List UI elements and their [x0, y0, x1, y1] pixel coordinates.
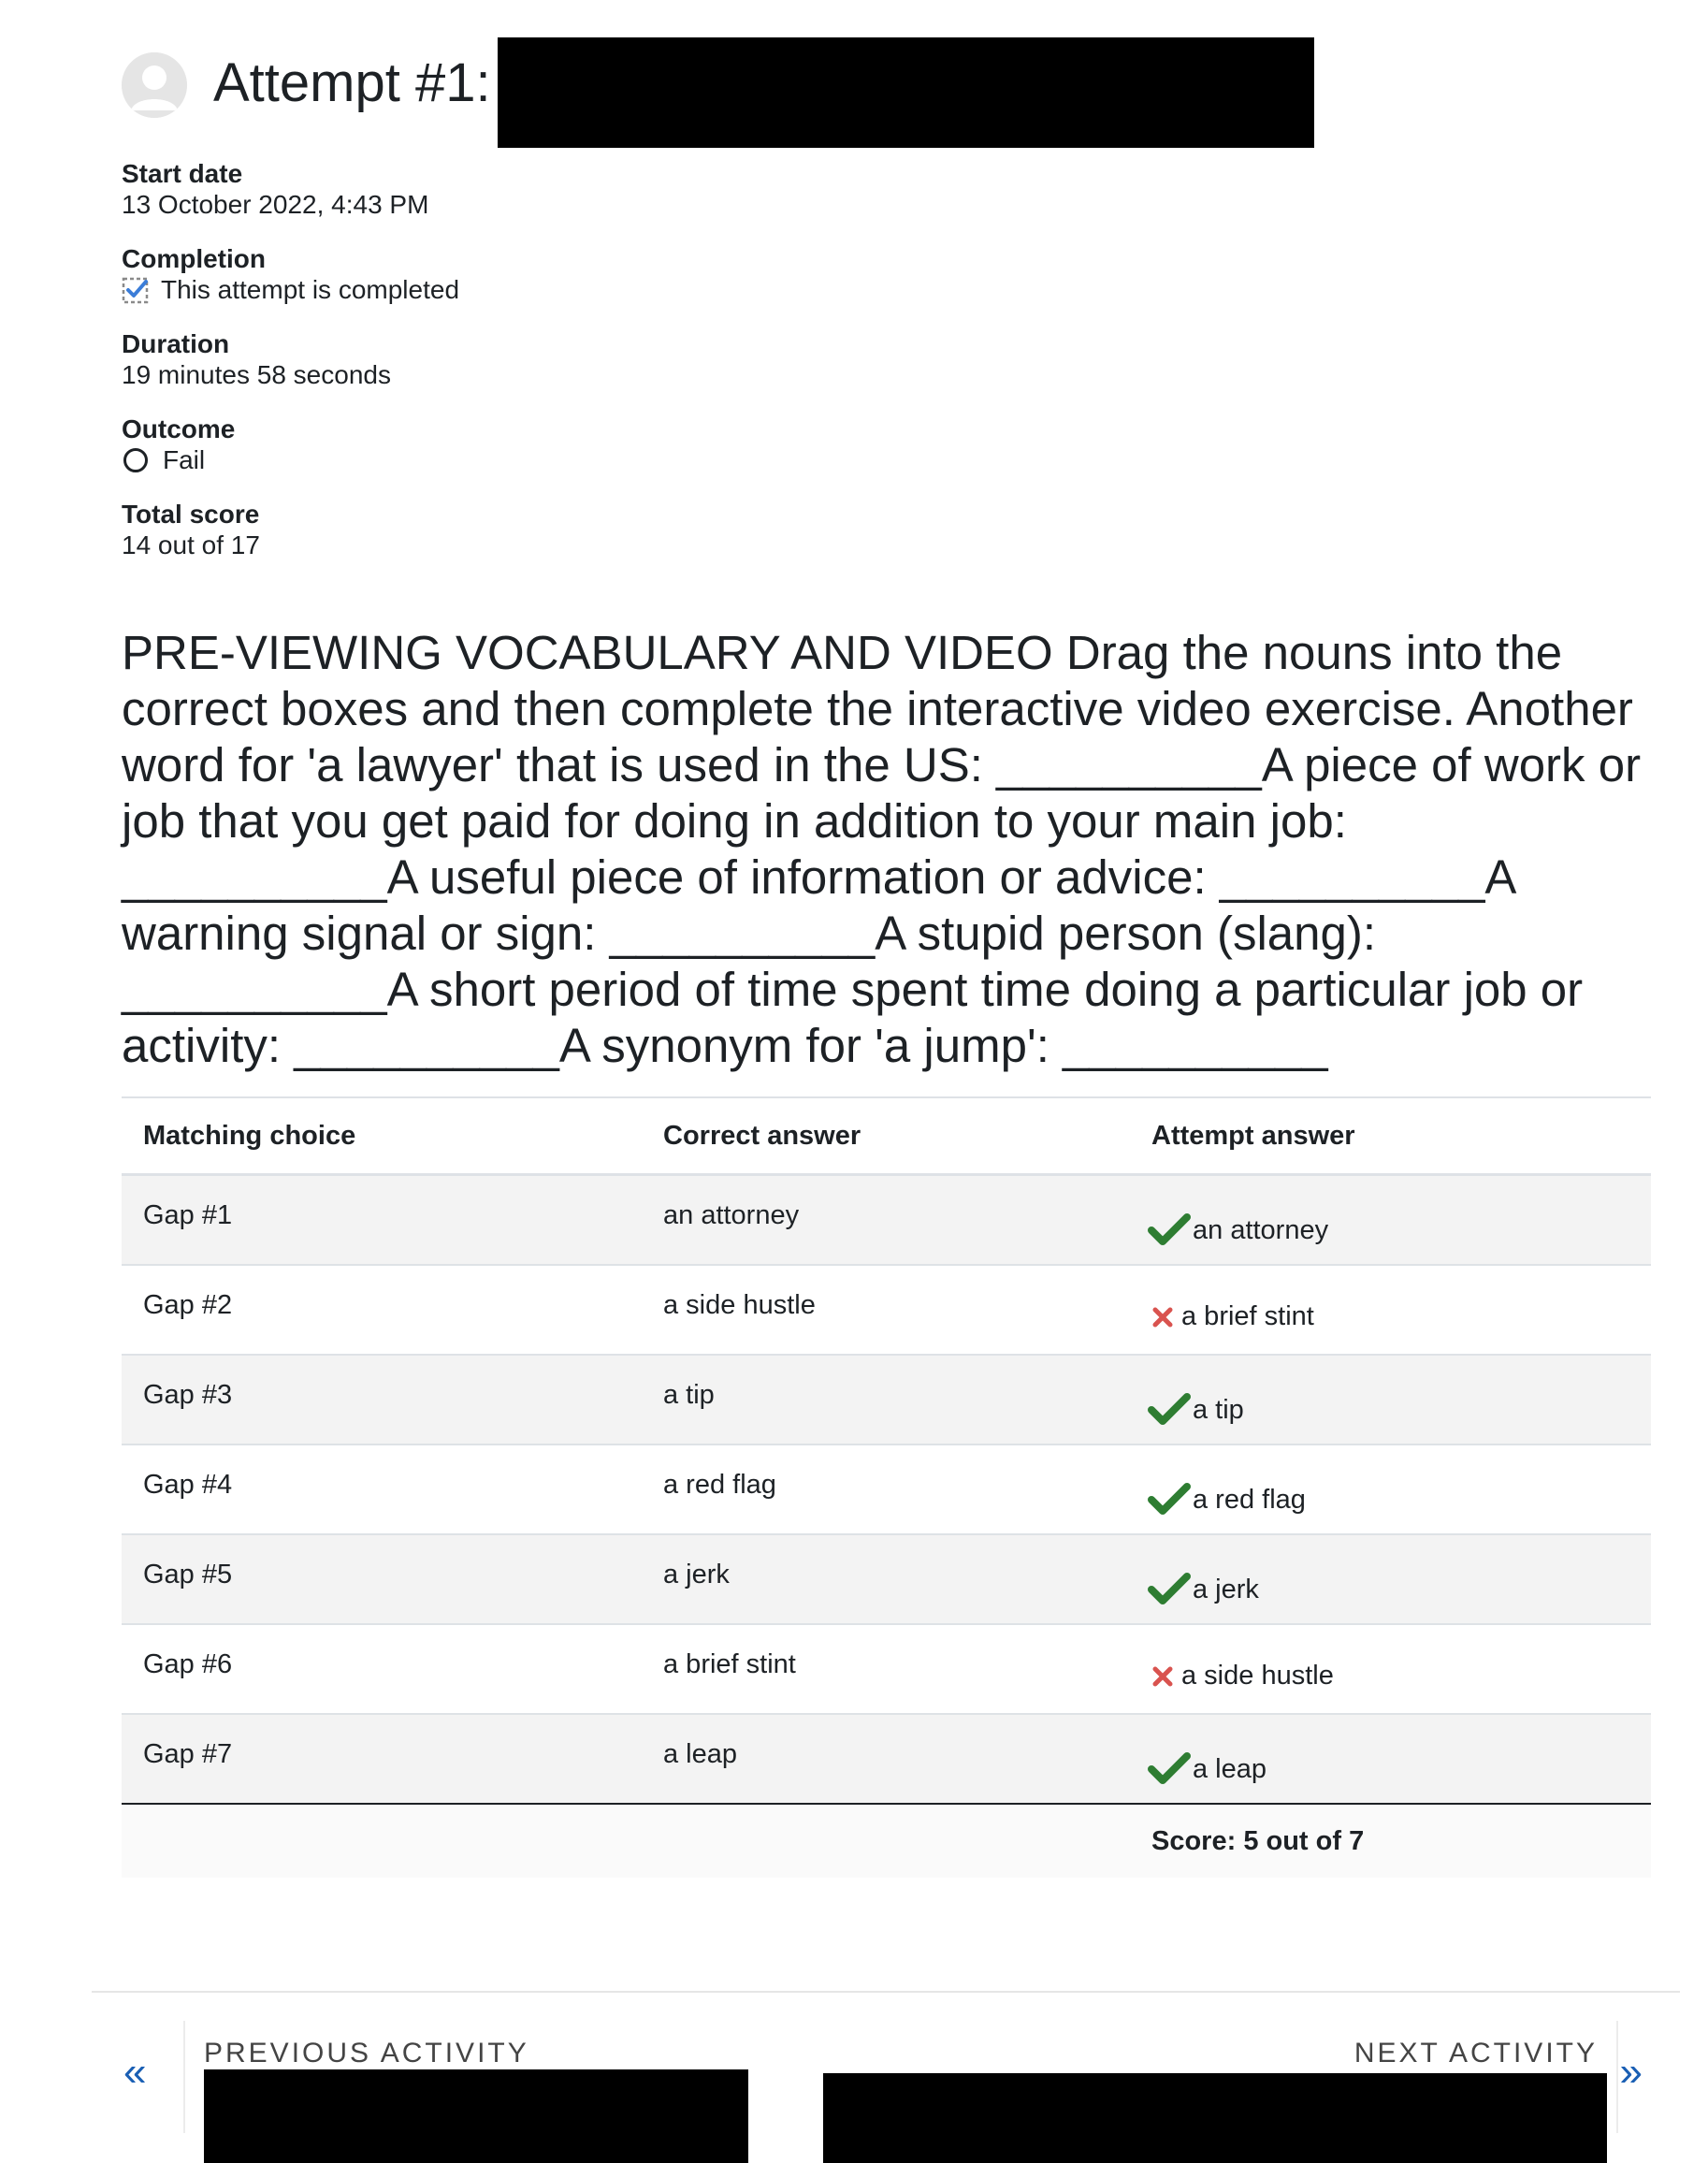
previous-activity-label[interactable]: PREVIOUS ACTIVITY: [204, 2038, 529, 2069]
correct-answer-text: a jerk: [663, 1560, 730, 1590]
correct-answer-text: a brief stint: [663, 1649, 796, 1679]
user-icon: [122, 52, 187, 118]
start-date-label: Start date: [122, 159, 243, 188]
previous-activity-arrow-icon[interactable]: «: [123, 2049, 147, 2095]
matching-choice-cell: [122, 1175, 642, 1266]
results-table: [122, 1096, 1651, 1878]
attempt-answer: [1151, 1176, 1629, 1249]
matching-choice-cell: [122, 1624, 642, 1714]
attempt-answer-text: a jerk: [1193, 1574, 1259, 1604]
attempt-answer: [1151, 1535, 1629, 1608]
correct-answer-cell: [642, 1355, 1130, 1444]
duration-label: Duration: [122, 329, 230, 358]
attempt-answer: [1151, 1625, 1629, 1691]
score-spacer: [122, 1804, 642, 1878]
next-activity-label[interactable]: NEXT ACTIVITY: [1353, 2038, 1598, 2069]
attempt-answer-cell: [1130, 1444, 1651, 1534]
cross-icon: [1151, 1665, 1174, 1688]
correct-answer-cell: [642, 1444, 1130, 1534]
start-date-value: [122, 189, 870, 221]
correct-answer-text: a red flag: [663, 1470, 776, 1500]
next-activity-redacted[interactable]: [823, 2073, 1607, 2163]
gap-label: Gap #3: [143, 1380, 233, 1410]
completion-label: Completion: [122, 244, 266, 273]
table-row: [122, 1714, 1651, 1804]
table-row: [122, 1534, 1651, 1624]
matching-choice-cell: [122, 1534, 642, 1624]
fail-circle-icon: [123, 448, 148, 472]
attempt-answer: [1151, 1356, 1629, 1429]
attempt-answer-text: a tip: [1193, 1394, 1244, 1425]
outcome-label: Outcome: [122, 414, 236, 443]
matching-choice-cell: [122, 1714, 642, 1804]
gap-label: Gap #2: [143, 1290, 233, 1320]
total-score-value: [122, 530, 870, 561]
gap-label: Gap #4: [143, 1470, 233, 1500]
score-spacer: [642, 1804, 1130, 1878]
correct-answer-text: a side hustle: [663, 1290, 816, 1320]
duration-text: 19 minutes 58 seconds: [122, 360, 391, 389]
redacted-name: [498, 37, 1314, 148]
completion-text: This attempt is completed: [161, 275, 460, 304]
table-header-row: [122, 1097, 1651, 1175]
matching-choice-cell: [122, 1355, 642, 1444]
attempt-answer-cell: [1130, 1534, 1651, 1624]
attempt-answer-text: a side hustle: [1181, 1661, 1334, 1691]
matching-choice-cell: [122, 1444, 642, 1534]
correct-answer-text: a tip: [663, 1380, 715, 1410]
score-value: Score: 5 out of 7: [1130, 1804, 1651, 1878]
gap-label: Gap #5: [143, 1560, 233, 1590]
correct-answer-text: a leap: [663, 1739, 738, 1769]
duration: [122, 329, 870, 391]
correct-answer-cell: [642, 1265, 1130, 1355]
gap-label: Gap #1: [143, 1200, 233, 1230]
attempt-answer-text: an attorney: [1193, 1214, 1329, 1245]
outcome-text: Fail: [163, 445, 206, 474]
correct-answer-cell: [642, 1624, 1130, 1714]
score-row: [122, 1804, 1651, 1878]
attempt-answer-cell: [1130, 1714, 1651, 1804]
cross-icon: [1151, 1306, 1174, 1328]
previous-activity-redacted[interactable]: [204, 2069, 748, 2163]
correct-answer-cell: [642, 1175, 1130, 1266]
col-correct-answer: Correct answer: [642, 1097, 1130, 1175]
attempt-summary: [122, 159, 870, 585]
attempt-answer: [1151, 1715, 1629, 1788]
completion-value: [122, 274, 870, 306]
check-icon: [1148, 1481, 1191, 1518]
correct-answer-cell: [642, 1534, 1130, 1624]
outcome-value: [122, 444, 870, 476]
check-icon: [1148, 1750, 1191, 1788]
table-row: [122, 1175, 1651, 1266]
correct-answer-text: an attorney: [663, 1200, 800, 1230]
attempt-answer: [1151, 1445, 1629, 1518]
check-icon: [1148, 1391, 1191, 1429]
attempt-answer-cell: [1130, 1175, 1651, 1266]
attempt-answer-cell: [1130, 1355, 1651, 1444]
start-date: [122, 159, 870, 221]
total-score: [122, 500, 870, 561]
page-title: Attempt #1:: [213, 52, 491, 113]
attempt-answer-cell: [1130, 1624, 1651, 1714]
table-row: [122, 1624, 1651, 1714]
avatar[interactable]: [122, 52, 187, 118]
outcome: [122, 414, 870, 476]
question-text: PRE-VIEWING VOCABULARY AND VIDEO Drag the nouns into the correct boxes and then complete the interactive video exercise. Another word for 'a lawyer' that is used in the US: __________A piece of work or job that you get paid for doing in addition to your main job: __________A useful piece of information or advice: __________A warning signal or sign: __________A stupid person (slang): __________A short period of time spent time doing a particular job or activity: __________A synonym for 'a jump': __________: [122, 626, 1642, 1072]
table-row: [122, 1355, 1651, 1444]
check-icon: [1148, 1571, 1191, 1608]
attempt-answer-cell: [1130, 1265, 1651, 1355]
nav-divider: [183, 2021, 185, 2133]
table-row: [122, 1265, 1651, 1355]
attempt-answer: [1151, 1266, 1629, 1332]
attempt-answer-text: a red flag: [1193, 1484, 1306, 1515]
attempt-answer-text: a brief stint: [1181, 1301, 1314, 1331]
total-score-label: Total score: [122, 500, 260, 529]
completed-checkbox-icon: [122, 276, 150, 304]
check-icon: [1148, 1212, 1191, 1249]
attempt-answer-text: a leap: [1193, 1753, 1267, 1784]
duration-value: [122, 359, 870, 391]
correct-answer-cell: [642, 1714, 1130, 1804]
nav-divider: [1616, 2021, 1618, 2133]
col-matching-choice: Matching choice: [122, 1097, 642, 1175]
gap-label: Gap #6: [143, 1649, 233, 1679]
col-attempt-answer: Attempt answer: [1130, 1097, 1651, 1175]
gap-label: Gap #7: [143, 1739, 233, 1769]
matching-choice-cell: [122, 1265, 642, 1355]
next-activity-arrow-icon[interactable]: »: [1619, 2049, 1643, 2095]
total-score-text: 14 out of 17: [122, 530, 260, 559]
table-row: [122, 1444, 1651, 1534]
completion: [122, 244, 870, 306]
start-date-text: 13 October 2022, 4:43 PM: [122, 190, 429, 219]
activity-navigation: [92, 1991, 1680, 2161]
